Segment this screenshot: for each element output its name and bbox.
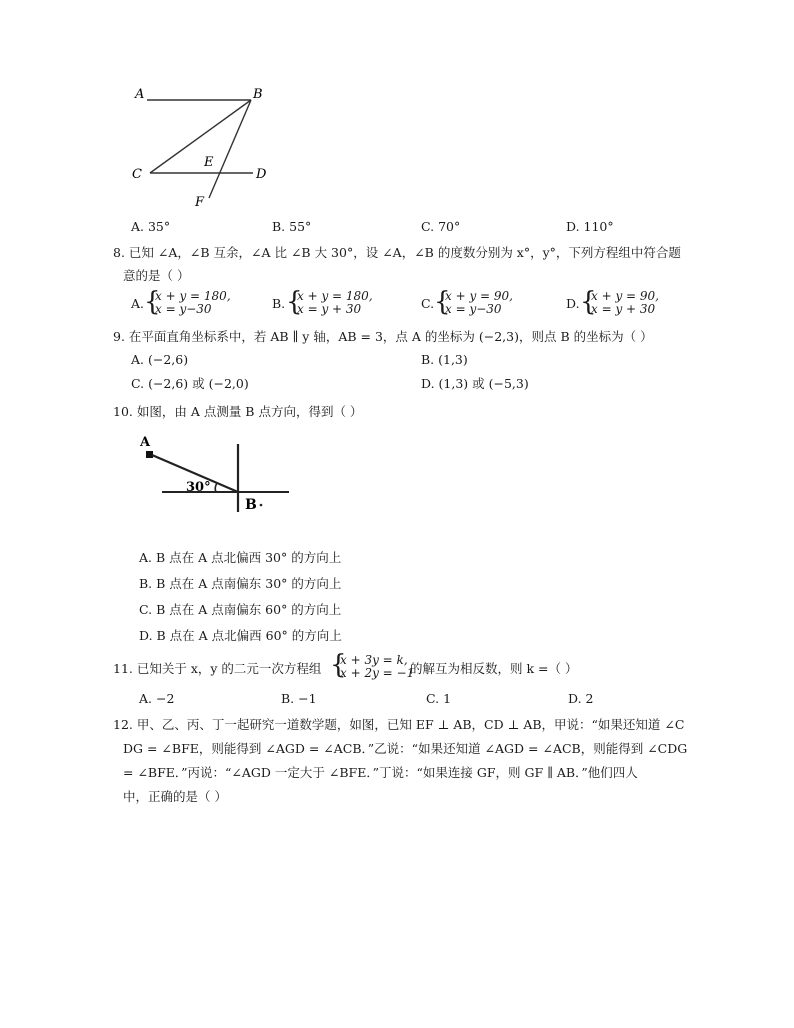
brace-icon: { xyxy=(434,287,451,317)
q9-option-a[interactable]: A. (−2,6) xyxy=(131,352,189,367)
q11-stem-before: 11. 已知关于 x，y 的二元一次方程组 xyxy=(113,661,322,676)
equation-2: x = y + 30 xyxy=(297,302,362,316)
q12-line-4: 中，正确的是（ ） xyxy=(123,789,227,804)
q12-line-2: DG = ∠BFE，则能得到 ∠AGD = ∠ACB．”乙说：“如果还知道 ∠AGD = ∠ACB，则能得到 ∠CDG xyxy=(123,741,688,756)
option-letter: B. xyxy=(272,296,286,311)
option-letter: A. xyxy=(131,296,145,311)
angle-arc xyxy=(215,483,217,492)
q8-stem-line1: 8. 已知 ∠A，∠B 互余，∠A 比 ∠B 大 30°，设 ∠A，∠B 的度数分别为 x°，y°，下列方程组中符合题 xyxy=(113,245,681,260)
equation-2: x = y−30 xyxy=(445,302,502,316)
q9-option-b[interactable]: B. (1,3) xyxy=(421,352,468,367)
q10-stem: 10. 如图，由 A 点测量 B 点方向，得到（ ） xyxy=(113,404,363,419)
brace-icon: { xyxy=(580,287,597,317)
equation-2: x = y−30 xyxy=(155,302,212,316)
q10-option-b[interactable]: B. B 点在 A 点南偏东 30° 的方向上 xyxy=(139,576,342,591)
option-letter: C. xyxy=(421,296,435,311)
q9-option-d[interactable]: D. (1,3) 或 (−5,3) xyxy=(421,376,529,391)
q11-option-a[interactable]: A. −2 xyxy=(139,691,175,706)
q8-option-c[interactable] xyxy=(421,288,551,318)
brace-icon: { xyxy=(286,287,303,317)
q11-equation-1: x + 3y = k, xyxy=(340,653,408,667)
q11-stem-after: 的解互为相反数，则 k =（ ） xyxy=(410,661,578,676)
label-e: E xyxy=(204,155,214,170)
q10-option-d[interactable]: D. B 点在 A 点北偏西 60° 的方向上 xyxy=(139,628,342,643)
label-a: A xyxy=(135,87,145,102)
q7-figure xyxy=(125,80,285,210)
label-b: B xyxy=(253,87,263,102)
option-letter: D. xyxy=(566,296,580,311)
point-b-dot xyxy=(260,504,263,507)
q11-equation-2: x + 2y = −1 xyxy=(340,666,415,680)
q9-option-c[interactable]: C. (−2,6) 或 (−2,0) xyxy=(131,376,249,391)
equation-1: x + y = 180, xyxy=(155,289,231,303)
q10-option-c[interactable]: C. B 点在 A 点南偏东 60° 的方向上 xyxy=(139,602,342,617)
q7-option-c[interactable]: C. 70° xyxy=(421,219,461,234)
equation-2: x = y + 30 xyxy=(591,302,656,316)
q8-option-d[interactable] xyxy=(566,288,696,318)
equation-1: x + y = 180, xyxy=(297,289,373,303)
q8-option-a[interactable] xyxy=(131,288,261,318)
label-d: D xyxy=(256,167,267,182)
q7-option-d[interactable]: D. 110° xyxy=(566,219,614,234)
q7-option-b[interactable]: B. 55° xyxy=(272,219,312,234)
q10-figure xyxy=(135,430,295,515)
q11-option-c[interactable]: C. 1 xyxy=(426,691,452,706)
label-a: A xyxy=(140,435,151,450)
q7-option-a[interactable]: A. 35° xyxy=(131,219,171,234)
label-c: C xyxy=(132,167,142,182)
equation-1: x + y = 90, xyxy=(445,289,513,303)
q12-line-3: = ∠BFE．”丙说：“∠AGD 一定大于 ∠BFE．”丁说：“如果连接 GF，则 GF ∥ AB．”他们四人 xyxy=(123,765,638,780)
q8-option-b[interactable] xyxy=(272,288,402,318)
brace-icon: { xyxy=(144,287,161,317)
label-b: B xyxy=(245,497,257,513)
label-f: F xyxy=(195,195,205,210)
q12-line-1: 12. 甲、乙、丙、丁一起研究一道数学题，如图，已知 EF ⊥ AB，CD ⊥ AB，甲说：“如果还知道 ∠C xyxy=(113,717,685,732)
q10-option-a[interactable]: A. B 点在 A 点北偏西 30° 的方向上 xyxy=(139,550,342,565)
angle-label: 30° xyxy=(186,480,211,495)
point-a-marker xyxy=(146,451,153,458)
q11-option-d[interactable]: D. 2 xyxy=(568,691,594,706)
q8-stem-line2: 意的是（ ） xyxy=(123,268,190,283)
equation-1: x + y = 90, xyxy=(591,289,659,303)
brace-icon: { xyxy=(330,650,347,680)
q11-option-b[interactable]: B. −1 xyxy=(281,691,317,706)
q9-stem: 9. 在平面直角坐标系中，若 AB ∥ y 轴，AB = 3，点 A 的坐标为 (−2,3)，则点 B 的坐标为（ ） xyxy=(113,329,653,344)
